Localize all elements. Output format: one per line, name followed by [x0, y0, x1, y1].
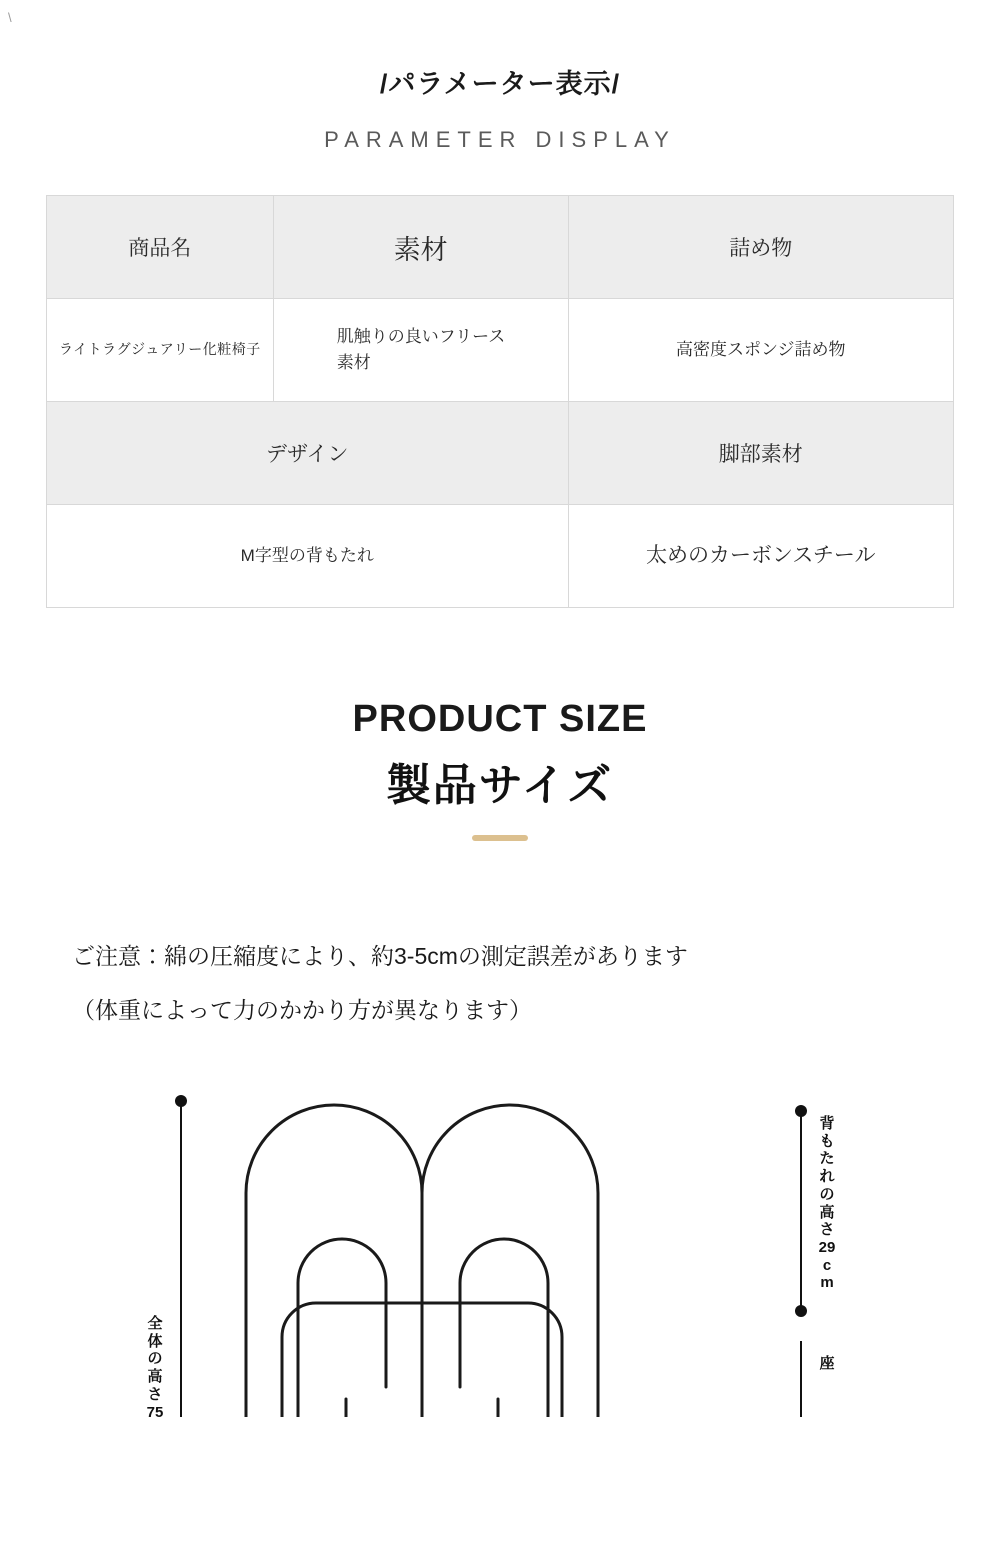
right-dimension-label-secondary: 座: [819, 1355, 835, 1373]
dimension-axis-line: [800, 1111, 802, 1311]
table-value-filling: 高密度スポンジ詰め物: [568, 299, 953, 402]
accent-divider: [472, 835, 528, 841]
product-size-diagram: [0, 1087, 1000, 1421]
parameter-table: [46, 195, 954, 608]
page-title-jp: /パラメーター表示/: [379, 69, 621, 99]
measurement-notes: [0, 929, 1000, 1037]
table-header-filling: 詰め物: [568, 196, 953, 299]
right-dimension: [796, 1105, 856, 1417]
table-header-leg-material: 脚部素材: [568, 402, 953, 505]
table-row: [47, 402, 954, 505]
table-value-material-line2: 素材: [336, 353, 371, 372]
table-value-design: M字型の背もたれ: [47, 505, 569, 608]
left-dimension-label: 全体の高さ75: [146, 1315, 164, 1421]
left-dimension: [146, 1095, 198, 1421]
product-size-heading: [0, 698, 1000, 841]
product-size-title-en: PRODUCT SIZE: [352, 698, 648, 740]
parameter-table-wrap: [46, 195, 954, 608]
table-row: [47, 505, 954, 608]
corner-artifact: \: [8, 10, 12, 25]
note-line-1: ご注意：綿の圧縮度により、約3-5cmの測定誤差があります: [72, 943, 688, 969]
right-dimension-label: 背もたれの高さ29cm: [818, 1115, 836, 1292]
note-line-2: （体重によって力のかかり方が異なります）: [72, 997, 532, 1024]
table-value-leg-material: 太めのカーボンスチール: [568, 505, 953, 608]
dimension-dot-icon-secondary: [795, 1305, 807, 1317]
table-header-material: 素材: [273, 196, 568, 299]
table-row: [47, 196, 954, 299]
table-value-product-name: ライトラグジュアリー化粧椅子: [47, 299, 274, 402]
dimension-axis-line-secondary: [800, 1341, 802, 1417]
chair-outline-illustration: [228, 1087, 788, 1417]
page-title-en: PARAMETER DISPLAY: [324, 127, 676, 152]
parameter-header: [0, 0, 1000, 153]
table-value-material: [273, 299, 568, 402]
dimension-axis-line: [180, 1101, 182, 1417]
product-size-title-jp: 製品サイズ: [386, 761, 614, 810]
table-row: [47, 299, 954, 402]
table-header-product-name: 商品名: [47, 196, 274, 299]
table-value-material-line1: 肌触りの良いフリース: [336, 326, 506, 346]
table-header-design: デザイン: [47, 402, 569, 505]
